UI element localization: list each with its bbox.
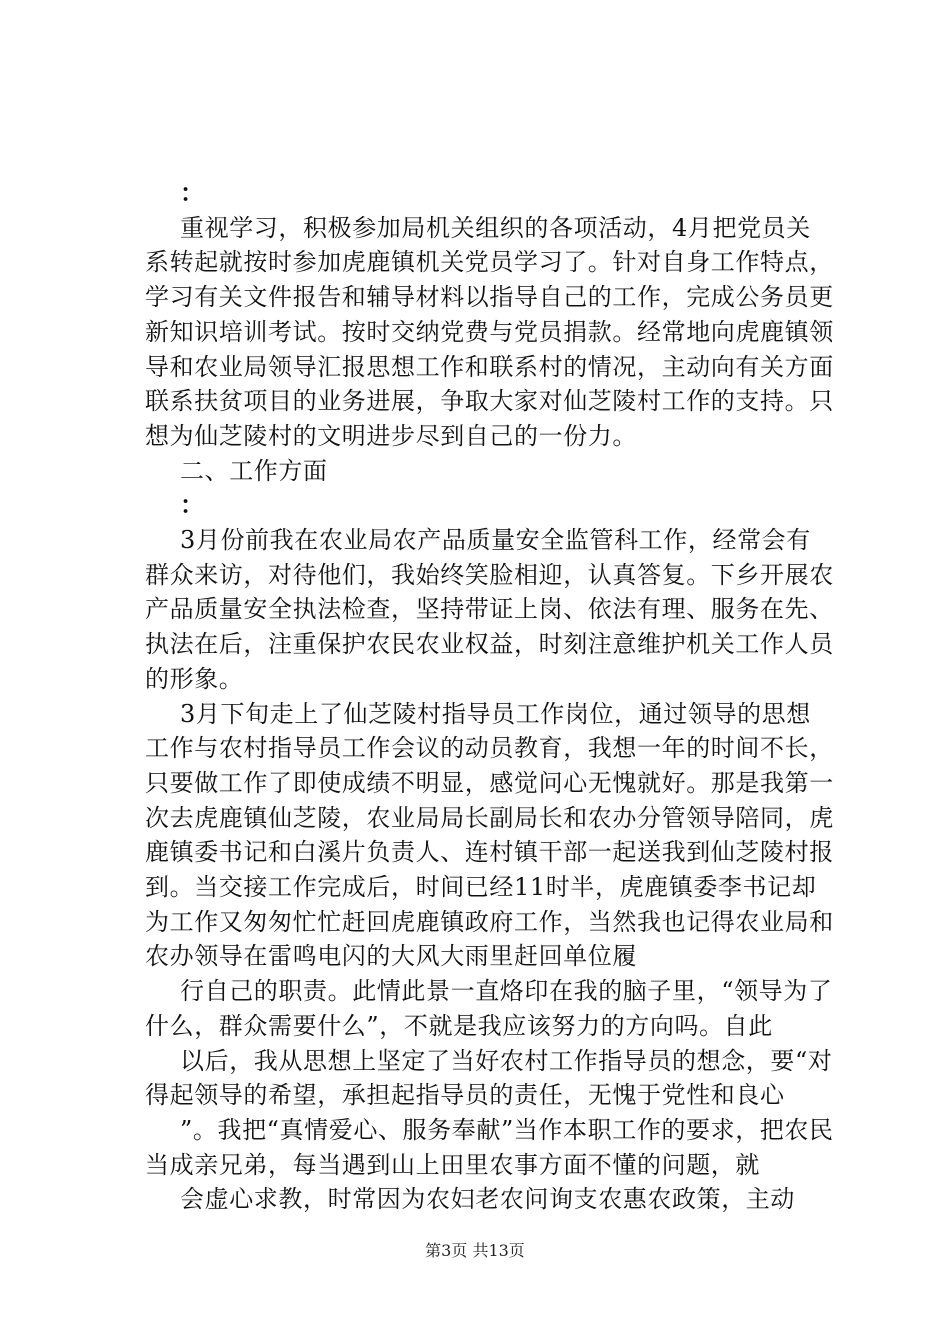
paragraph-learn: 会虚心求教，时常因为农妇老农问询支农惠农政策，主动 xyxy=(180,1185,795,1214)
paragraph-colon-1: ： xyxy=(180,178,205,207)
paragraph-since: 以后，我从思想上坚定了当好农村工作指导员的想念，要“对得起领导的希望，承担起指导员的责任，无愧于党性和良心 xyxy=(145,1046,833,1110)
paragraph-colon-2: ： xyxy=(180,490,205,520)
section-heading-work: 二、工作方面 xyxy=(180,456,328,485)
paragraph-service: ”。我把“真情爱心、服务奉献”当作本职工作的要求，把农民当成亲兄弟，每当遇到山上田里农事方面不懂的问题，就 xyxy=(145,1115,834,1179)
page-footer: 第3页 共13页 xyxy=(425,1241,525,1260)
paragraph-study: 重视学习，积极参加局机关组织的各项活动，4月把党员关系转起就按时参加虎鹿镇机关党员学习了。针对自身工作特点，学习有关文件报告和辅导材料以指导自己的工作，完成公务员更新知识培训考试。按时交纳党费与党员捐款。经常地向虎鹿镇领导和农业局领导汇报思想工作和联系村的情况，主动向有关方面联系扶贫项目的业务进展，争取大家对仙芝陵村工作的支持。只想为仙芝陵村的文明进步尽到自己的一份力。 xyxy=(145,213,834,450)
paragraph-duty: 行自己的职责。此情此景一直烙印在我的脑子里，“领导为了什么，群众需要什么”，不就是我应该努力的方向吗。自此 xyxy=(145,977,833,1040)
paragraph-march-before: 3月份前我在农业局农产品质量安全监管科工作，经常会有群众来访，对待他们，我始终笑脸相迎，认真答复。下乡开展农产品质量安全执法检查，坚持带证上岗、依法有理、服务在先、执法在后，注重保护农民农业权益，时刻注意维护机关工作人员的形象。 xyxy=(145,526,834,693)
body-text xyxy=(145,176,835,1217)
paragraph-march-late: 3月下旬走上了仙芝陵村指导员工作岗位，通过领导的思想工作与农村指导员工作会议的动员教育，我想一年的时间不长，只要做工作了即使成绩不明显，感觉问心无愧就好。那是我第一次去虎鹿镇仙芝陵，农业局局长副局长和农办分管领导陪同，虎鹿镇委书记和白溪片负责人、连村镇干部一起送我到仙芝陵村报到。当交接工作完成后，时间已经11时半，虎鹿镇委李书记却为工作又匆匆忙忙赶回虎鹿镇政府工作，当然我也记得农业局和农办领导在雷鸣电闪的大风大雨里赶回单位履 xyxy=(145,699,834,971)
